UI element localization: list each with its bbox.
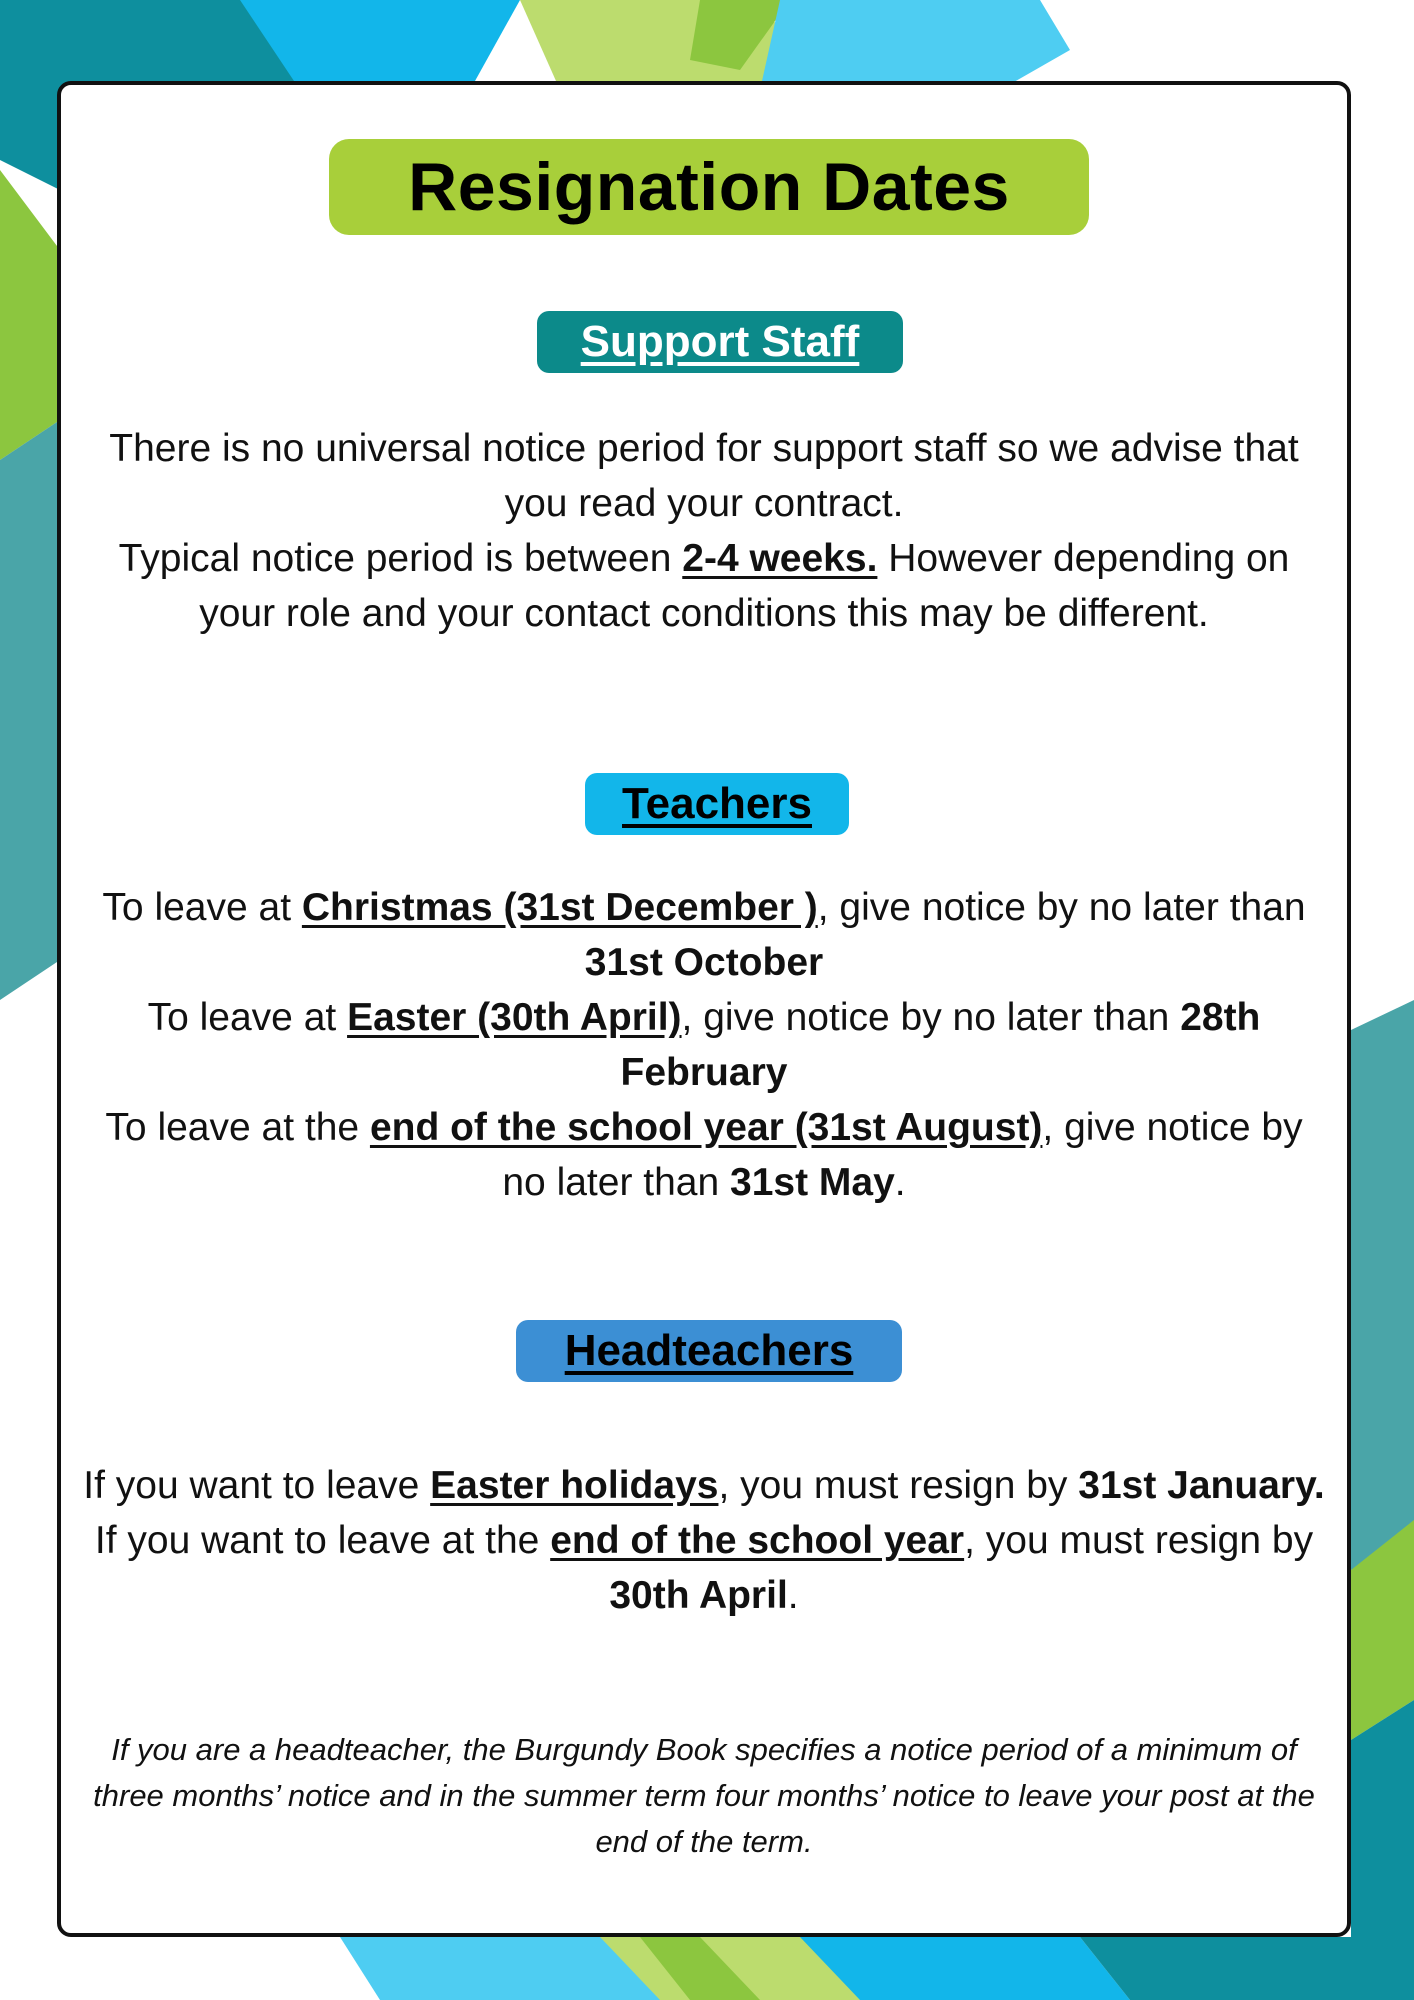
bg-shape-teal2-left	[0, 420, 60, 1000]
text-span: If you want to leave	[83, 1464, 431, 1507]
text-span: , give notice by no later than	[817, 886, 1306, 929]
headteachers-text	[81, 1458, 1327, 1623]
text-span: To leave at	[102, 886, 302, 929]
text-span: , give notice by no later than	[502, 1106, 1303, 1204]
text-span: , you must resign by	[964, 1519, 1314, 1562]
bg-shape-green-left	[0, 170, 60, 460]
support-line-1: There is no universal notice period for support staff so we advise that you read your contract.	[109, 427, 1299, 525]
text-span: If you want to leave at the	[94, 1519, 551, 1562]
text-span: However depending on your role and your contact conditions this may be different.	[199, 537, 1290, 635]
headteachers-heading: Headteachers	[516, 1320, 902, 1382]
support-line-2	[81, 531, 1327, 641]
text-span: To leave at the	[105, 1106, 370, 1149]
bg-shape-teal-bottom	[1080, 1937, 1414, 2000]
text-span: Typical notice period is between	[118, 537, 683, 580]
text-span: , give notice by no later than	[681, 996, 1181, 1039]
teachers-text	[81, 880, 1327, 1210]
bg-shape-teal-left	[0, 90, 60, 190]
content-card	[57, 81, 1351, 1937]
school-year-end: end of the school year	[550, 1519, 965, 1562]
page-title: Resignation Dates	[329, 139, 1089, 235]
christmas-date: Christmas (31st December )	[301, 886, 818, 929]
easter-date: Easter (30th April)	[347, 996, 682, 1039]
text-span: .	[894, 1161, 906, 1204]
teachers-heading: Teachers	[585, 773, 849, 835]
headteachers-easter-rule	[81, 1458, 1327, 1513]
bg-shape-teal-right	[1351, 1000, 1414, 1570]
teachers-easter-rule	[81, 990, 1327, 1100]
text-span: , you must resign by	[718, 1464, 1079, 1507]
notice-period-highlight: 2-4 weeks.	[682, 537, 878, 580]
burgundy-book-note: If you are a headteacher, the Burgundy Book specifies a notice period of a minimum of three months’ notice and in the summer term four months’ notice to leave your post at the end of the term.	[93, 1732, 1315, 1859]
support-staff-heading: Support Staff	[537, 311, 903, 373]
bg-shape-sky2-top	[760, 0, 1070, 90]
teachers-year-end-rule	[81, 1100, 1327, 1210]
year-end-date: end of the school year (31st August)	[369, 1106, 1043, 1149]
text-span: To leave at	[147, 996, 348, 1039]
support-staff-text	[81, 421, 1327, 641]
headteachers-year-end-rule	[81, 1513, 1327, 1623]
easter-deadline: 28th February	[620, 996, 1261, 1094]
christmas-deadline: 31st October	[584, 941, 824, 984]
year-end-deadline: 31st May	[730, 1161, 895, 1204]
easter-holidays: Easter holidays	[430, 1464, 719, 1507]
teachers-christmas-rule	[81, 880, 1327, 990]
year-end-resign-deadline: 30th April	[609, 1574, 788, 1617]
easter-resign-deadline: 31st January.	[1078, 1464, 1325, 1507]
text-span: .	[787, 1574, 799, 1617]
